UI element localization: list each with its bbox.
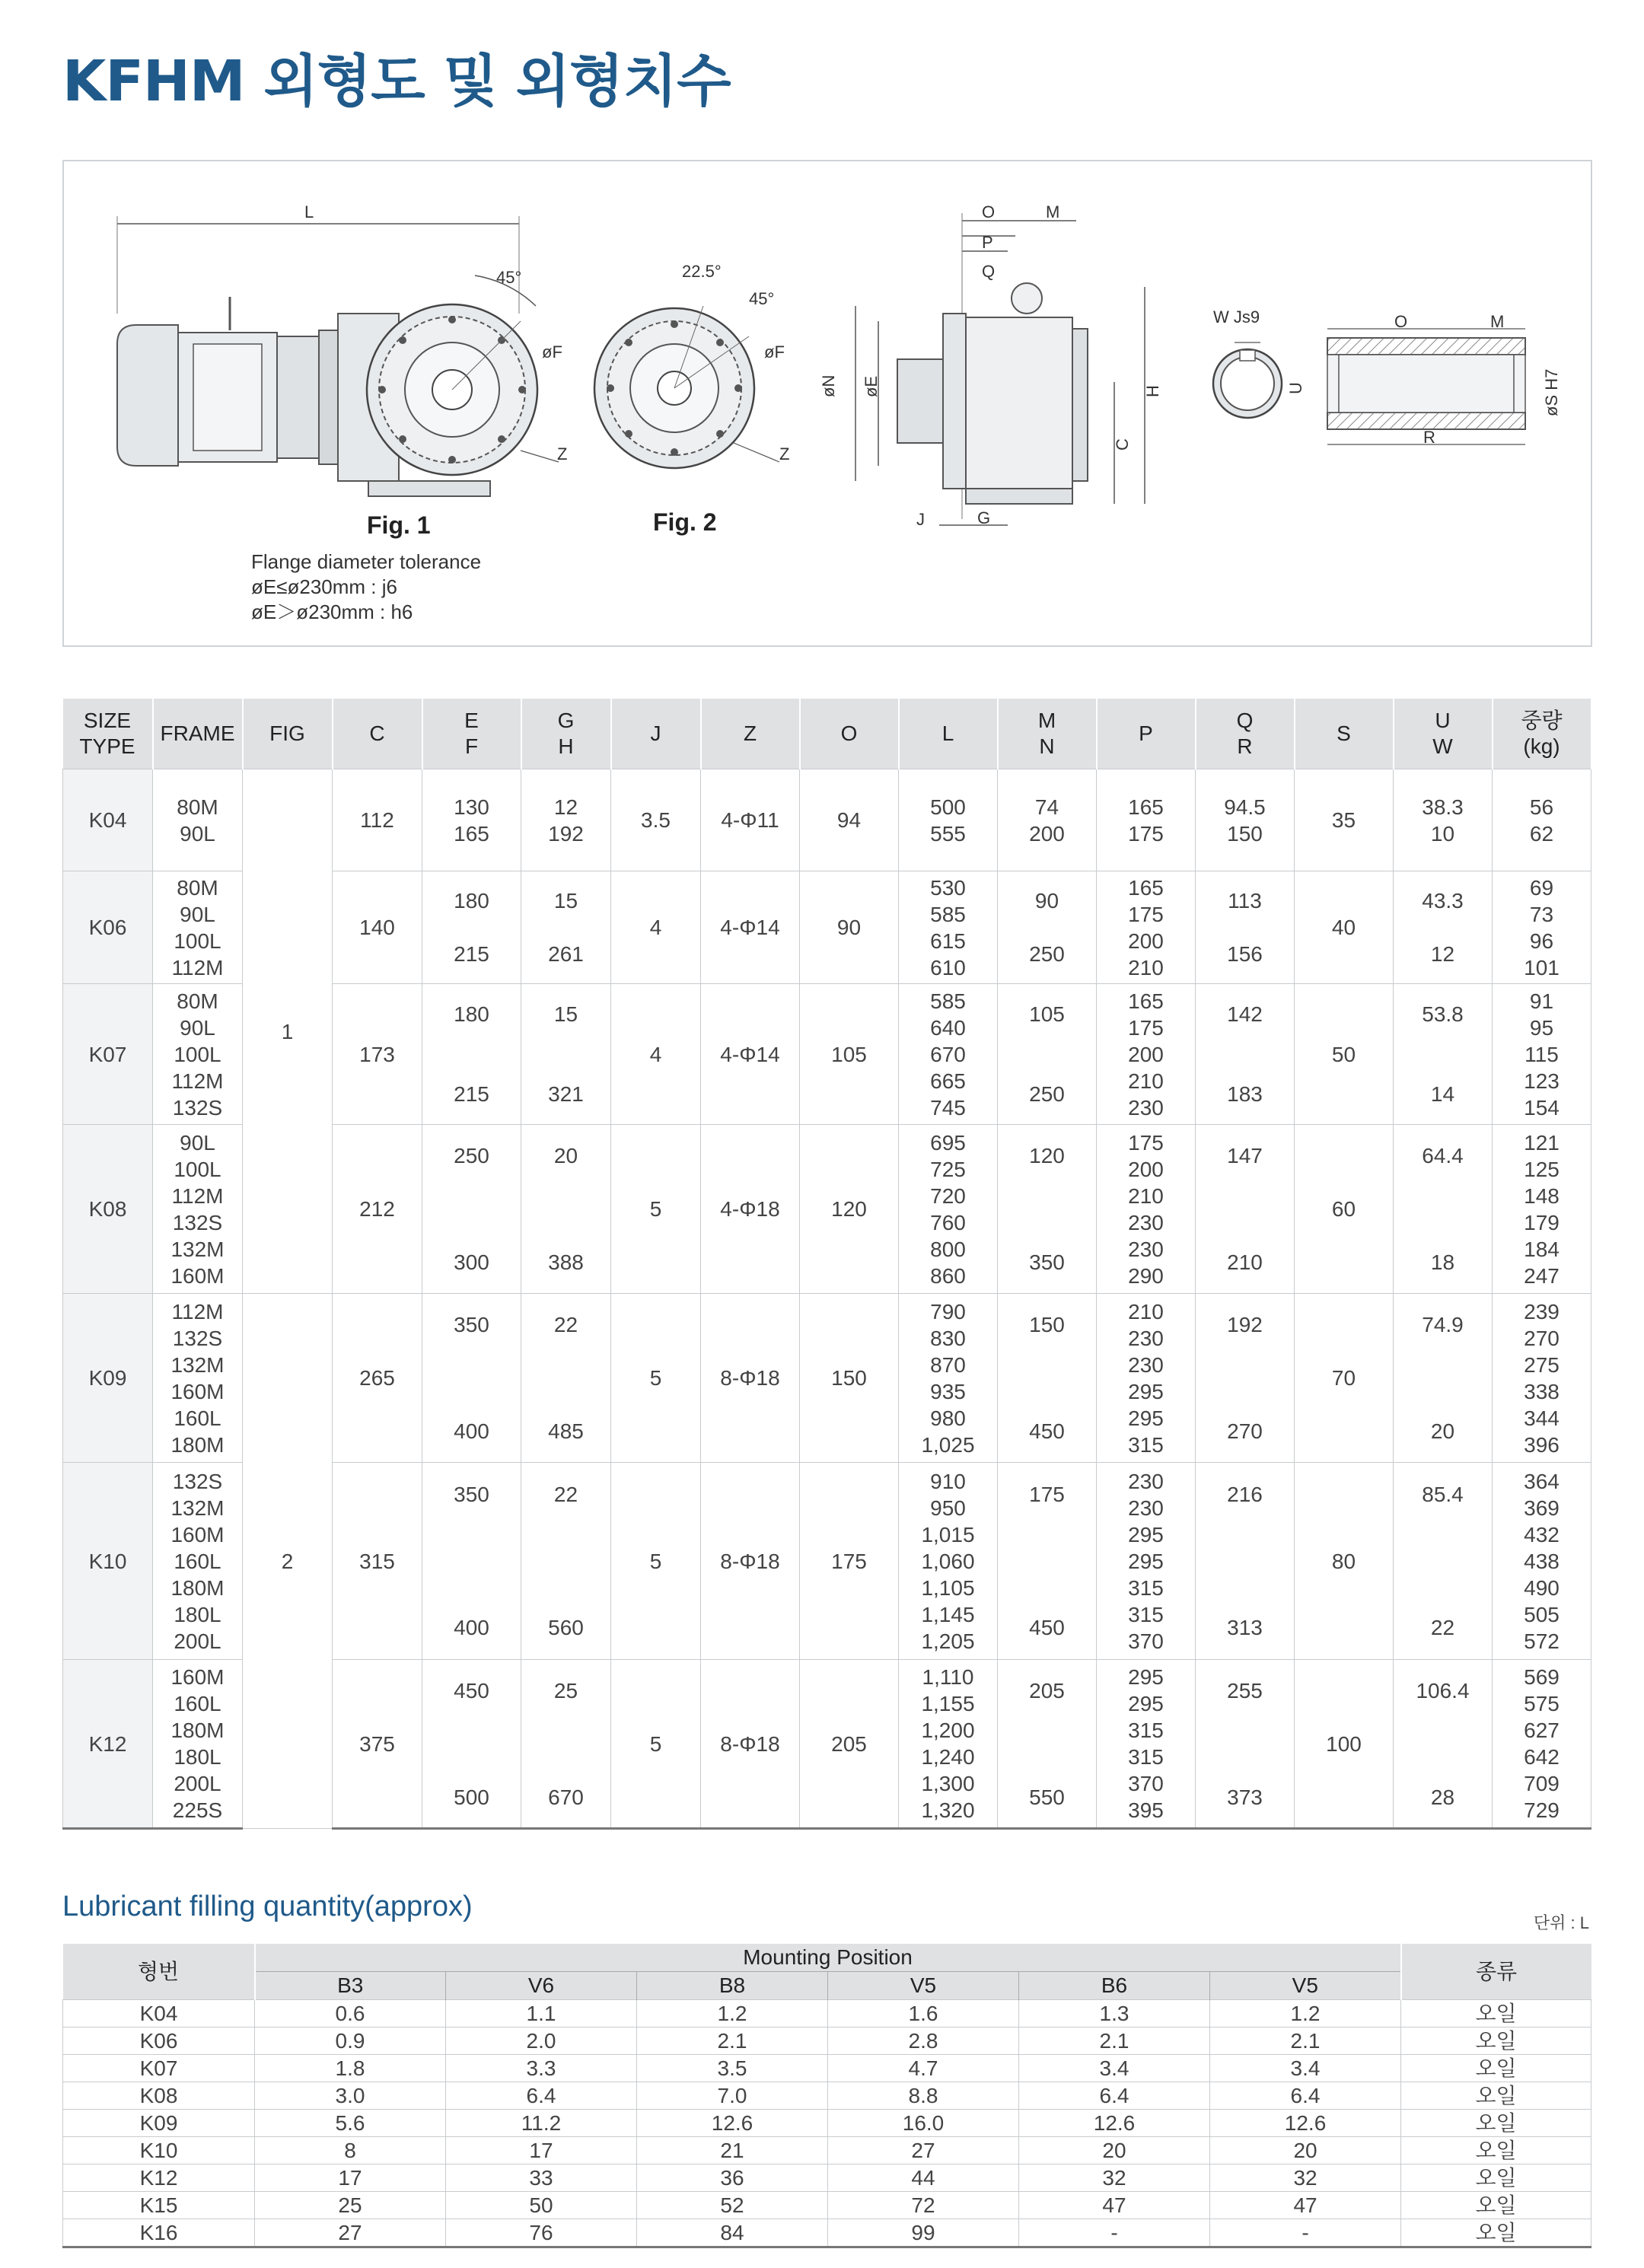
frame-cell: 132S 132M 160M 160L 180M 180L 200L [153,1463,243,1660]
mn-cell: 90 250 [998,871,1097,984]
angle-45-fig2: 45° [749,289,775,308]
lub-position-5: V5 [1210,1972,1401,2000]
header-text: 중량 [1521,709,1563,732]
lub-model-cell: K12 [63,2164,255,2192]
c-cell: 173 [333,984,422,1125]
lub-value-cell: 72 [828,2192,1019,2219]
lub-value-cell: 2.1 [1210,2028,1401,2055]
uw-cell: 38.3 10 [1394,769,1493,871]
mn-cell: 175 450 [998,1463,1097,1660]
angle-22-5: 22.5° [682,262,722,281]
frame-cell: 90L 100L 112M 132S 132M 160M [153,1125,243,1294]
header-col-0 [63,699,153,769]
table-row-K09 [63,1294,1591,1463]
lub-value-cell: 2.1 [1019,2028,1210,2055]
header-text: G [557,709,575,732]
header-text: FIG [269,721,305,745]
dim-W-Js9: W Js9 [1213,307,1260,327]
size-cell: K07 [63,984,153,1125]
s-cell: 35 [1295,769,1394,871]
gh-cell: 20 388 [521,1125,611,1294]
lub-value-cell: 84 [637,2219,828,2247]
lub-value-cell: 7.0 [637,2082,828,2110]
tolerance-line-2: øE≤ø230mm : j6 [251,575,397,598]
lub-model-cell: K08 [63,2082,255,2110]
dim-O-shaft: O [1394,312,1408,331]
lub-position-4: B6 [1019,1972,1210,2000]
lub-value-cell: 3.4 [1210,2055,1401,2082]
qr-cell: 147 210 [1196,1125,1295,1294]
qr-cell: 192 270 [1196,1294,1295,1463]
j-cell: 3.5 [611,769,701,871]
kg-cell: 91 95 115 123 154 [1493,984,1591,1125]
lub-value-cell: 76 [446,2219,637,2247]
lub-value-cell: 0.9 [255,2028,446,2055]
uw-cell: 64.4 18 [1394,1125,1493,1294]
lub-value-cell: 17 [255,2164,446,2192]
lub-value-cell: 1.3 [1019,2000,1210,2028]
p-cell: 165 175 200 210 230 [1097,984,1196,1125]
lub-type-cell: 오일 [1401,2082,1591,2110]
uw-cell: 43.3 12 [1394,871,1493,984]
qr-cell: 255 373 [1196,1660,1295,1829]
dim-H: H [1143,385,1162,397]
lub-value-cell: 27 [255,2219,446,2247]
j-cell: 5 [611,1463,701,1660]
z-cell: 4-Φ14 [701,871,800,984]
lub-value-cell: 1.2 [637,2000,828,2028]
lub-row-K10 [63,2137,1591,2164]
dim-M-shaft: M [1490,312,1505,331]
l-cell: 530 585 615 610 [899,871,998,984]
uw-cell: 74.9 20 [1394,1294,1493,1463]
lub-value-cell: 33 [446,2164,637,2192]
lubricant-table [62,1944,1591,2248]
size-cell: K04 [63,769,153,871]
mn-cell: 105 250 [998,984,1097,1125]
c-cell: 375 [333,1660,422,1829]
lub-row-K06 [63,2028,1591,2055]
kg-cell: 569 575 627 642 709 729 [1493,1660,1591,1829]
dim-L: L [304,202,314,221]
page-title: KFHM 외형도 및 외형치수 [62,49,731,114]
kg-cell: 69 73 96 101 [1493,871,1591,984]
j-cell: 5 [611,1125,701,1294]
lub-position-1: V6 [446,1972,637,2000]
gh-cell: 25 670 [521,1660,611,1829]
header-col-3 [333,699,422,769]
header-col-15 [1493,699,1591,769]
size-cell: K06 [63,871,153,984]
lub-value-cell: 20 [1019,2137,1210,2164]
fig-cell: 2 [243,1294,333,1829]
l-cell: 910 950 1,015 1,060 1,105 1,145 1,205 [899,1463,998,1660]
header-text: N [1039,734,1055,758]
header-col-5 [521,699,611,769]
lub-value-cell: 11.2 [446,2110,637,2137]
o-cell: 150 [800,1294,899,1463]
lub-type-cell: 오일 [1401,2055,1591,2082]
dim-phiE: øE [862,375,881,397]
lub-type-cell: 오일 [1401,2000,1591,2028]
header-col-6 [611,699,701,769]
frame-cell: 112M 132S 132M 160M 160L 180M [153,1294,243,1463]
lub-position-2: B8 [637,1972,828,2000]
fig2-drawing [594,262,789,468]
header-text: (kg) [1523,734,1560,758]
l-cell: 790 830 870 935 980 1,025 [899,1294,998,1463]
lub-value-cell: 5.6 [255,2110,446,2137]
kg-cell: 56 62 [1493,769,1591,871]
lub-value-cell: 0.6 [255,2000,446,2028]
dim-phiF-fig2: øF [764,342,785,362]
uw-cell: 85.4 22 [1394,1463,1493,1660]
qr-cell: 216 313 [1196,1463,1295,1660]
kg-cell: 121 125 148 179 184 247 [1493,1125,1591,1294]
header-col-7 [701,699,800,769]
qr-cell: 113 156 [1196,871,1295,984]
dim-P: P [982,233,993,252]
lub-type-cell: 오일 [1401,2028,1591,2055]
lubricant-title: Lubricant filling quantity(approx) [62,1891,473,1922]
o-cell: 120 [800,1125,899,1294]
dimension-table [62,699,1592,1830]
frame-cell: 160M 160L 180M 180L 200L 225S [153,1660,243,1829]
dim-O: O [982,202,996,221]
mn-cell: 120 350 [998,1125,1097,1294]
z-cell: 8-Φ18 [701,1660,800,1829]
frame-cell: 80M 90L 100L 112M 132S [153,984,243,1125]
header-col-1 [153,699,243,769]
dim-U: U [1286,382,1305,394]
lub-value-cell: 12.6 [1019,2110,1210,2137]
l-cell: 1,110 1,155 1,200 1,240 1,300 1,320 [899,1660,998,1829]
gh-cell: 22 485 [521,1294,611,1463]
mn-cell: 205 550 [998,1660,1097,1829]
uw-cell: 53.8 14 [1394,984,1493,1125]
mn-cell: 74 200 [998,769,1097,871]
lub-model-cell: K10 [63,2137,255,2164]
header-text: U [1435,709,1451,732]
dim-phiF-fig1: øF [542,342,562,362]
s-cell: 80 [1295,1463,1394,1660]
lub-value-cell: 25 [255,2192,446,2219]
lub-model-cell: K16 [63,2219,255,2247]
o-cell: 175 [800,1463,899,1660]
c-cell: 212 [333,1125,422,1294]
c-cell: 315 [333,1463,422,1660]
header-text: P [1139,721,1153,745]
lub-row-K09 [63,2110,1591,2137]
s-cell: 70 [1295,1294,1394,1463]
c-cell: 112 [333,769,422,871]
j-cell: 5 [611,1660,701,1829]
size-cell: K09 [63,1294,153,1463]
header-text: S [1337,721,1351,745]
lub-value-cell: - [1210,2219,1401,2247]
frame-cell: 80M 90L 100L 112M [153,871,243,984]
s-cell: 100 [1295,1660,1394,1829]
ef-cell: 180 215 [422,984,521,1125]
side-view-drawing [819,202,1162,529]
lub-value-cell: 2.8 [828,2028,1019,2055]
lub-value-cell: 36 [637,2164,828,2192]
dim-C: C [1113,438,1132,451]
c-cell: 265 [333,1294,422,1463]
header-col-14 [1394,699,1493,769]
tolerance-line-3: øE＞ø230mm : h6 [251,600,413,623]
gh-cell: 12 192 [521,769,611,871]
dim-M: M [1046,202,1060,221]
header-text: H [558,734,574,758]
header-text: FRAME [160,721,235,745]
lub-value-cell: 3.3 [446,2055,637,2082]
ef-cell: 350 400 [422,1294,521,1463]
lub-value-cell: 50 [446,2192,637,2219]
header-text: Q [1236,709,1254,732]
p-cell: 165 175 [1097,769,1196,871]
p-cell: 175 200 210 230 230 290 [1097,1125,1196,1294]
lub-value-cell: 27 [828,2137,1019,2164]
table-row-K04 [63,769,1591,871]
ef-cell: 250 300 [422,1125,521,1294]
tolerance-note [251,549,481,625]
z-cell: 8-Φ18 [701,1463,800,1660]
lub-value-cell: 12.6 [637,2110,828,2137]
qr-cell: 142 183 [1196,984,1295,1125]
uw-cell: 106.4 28 [1394,1660,1493,1829]
angle-45-fig1: 45° [496,268,522,287]
header-col-12 [1196,699,1295,769]
dim-J: J [916,510,925,529]
l-cell: 585 640 670 665 745 [899,984,998,1125]
header-text: O [840,721,858,745]
lub-value-cell: 17 [446,2137,637,2164]
dim-R: R [1423,428,1435,447]
header-col-13 [1295,699,1394,769]
frame-cell: 80M 90L [153,769,243,871]
dim-Z-fig1: Z [557,444,568,463]
lub-value-cell: 2.0 [446,2028,637,2055]
lub-model-cell: K06 [63,2028,255,2055]
lub-value-cell: 4.7 [828,2055,1019,2082]
dim-phiS: øS H7 [1542,368,1561,416]
c-cell: 140 [333,871,422,984]
lub-value-cell: 8.8 [828,2082,1019,2110]
lub-row-K04 [63,2000,1591,2028]
mn-cell: 150 450 [998,1294,1097,1463]
o-cell: 90 [800,871,899,984]
z-cell: 4-Φ18 [701,1125,800,1294]
header-col-4 [422,699,521,769]
shaft-key-drawing [1213,307,1305,418]
gh-cell: 22 560 [521,1463,611,1660]
header-text: Z [743,721,757,745]
header-col-8 [800,699,899,769]
o-cell: 94 [800,769,899,871]
lub-value-cell: 3.0 [255,2082,446,2110]
lub-model-cell: K15 [63,2192,255,2219]
lub-value-cell: - [1019,2219,1210,2247]
lub-value-cell: 6.4 [1019,2082,1210,2110]
gh-cell: 15 321 [521,984,611,1125]
p-cell: 165 175 200 210 [1097,871,1196,984]
header-text: C [369,721,385,745]
lub-value-cell: 3.5 [637,2055,828,2082]
lub-value-cell: 99 [828,2219,1019,2247]
lub-type-cell: 오일 [1401,2110,1591,2137]
lub-type-cell: 오일 [1401,2192,1591,2219]
header-col-2 [243,699,333,769]
p-cell: 230 230 295 295 315 315 370 [1097,1463,1196,1660]
lub-value-cell: 1.1 [446,2000,637,2028]
lub-value-cell: 32 [1210,2164,1401,2192]
lub-value-cell: 21 [637,2137,828,2164]
header-text: F [464,734,479,758]
gh-cell: 15 261 [521,871,611,984]
lub-position-0: B3 [255,1972,446,2000]
z-cell: 4-Φ11 [701,769,800,871]
j-cell: 5 [611,1294,701,1463]
lub-row-K16 [63,2219,1591,2247]
l-cell: 500 555 [899,769,998,871]
lub-header-type: 종류 [1401,1944,1591,2000]
lub-header-model: 형번 [63,1944,255,2000]
lub-model-cell: K09 [63,2110,255,2137]
size-cell: K08 [63,1125,153,1294]
header-text: J [650,721,661,745]
dim-G: G [977,508,991,527]
lub-value-cell: 12.6 [1210,2110,1401,2137]
lub-model-cell: K07 [63,2055,255,2082]
ef-cell: 350 400 [422,1463,521,1660]
lub-row-K15 [63,2192,1591,2219]
s-cell: 50 [1295,984,1394,1125]
header-text: L [941,721,954,745]
header-col-10 [998,699,1097,769]
l-cell: 695 725 720 760 800 860 [899,1125,998,1294]
lub-value-cell: 8 [255,2137,446,2164]
fig1-label: Fig. 1 [367,511,431,539]
lub-value-cell: 1.8 [255,2055,446,2082]
j-cell: 4 [611,984,701,1125]
lub-position-3: V5 [828,1972,1019,2000]
lub-value-cell: 1.6 [828,2000,1019,2028]
fig1-drawing [117,202,567,496]
hollow-shaft-drawing [1327,312,1561,447]
header-text: W [1432,734,1453,758]
o-cell: 105 [800,984,899,1125]
lub-row-K08 [63,2082,1591,2110]
dim-phiN: øN [819,374,838,397]
outline-drawing [62,160,1592,647]
kg-cell: 239 270 275 338 344 396 [1493,1294,1591,1463]
ef-cell: 450 500 [422,1660,521,1829]
fig2-label: Fig. 2 [653,508,717,536]
lub-value-cell: 16.0 [828,2110,1019,2137]
lub-value-cell: 2.1 [637,2028,828,2055]
header-text: E [464,709,479,732]
size-cell: K12 [63,1660,153,1829]
lub-value-cell: 20 [1210,2137,1401,2164]
lub-type-cell: 오일 [1401,2137,1591,2164]
unit-label: 단위 : L [1533,1913,1589,1932]
header-col-11 [1097,699,1196,769]
dim-Z-fig2: Z [779,444,790,463]
lub-row-K12 [63,2164,1591,2192]
j-cell: 4 [611,871,701,984]
lub-row-K07 [63,2055,1591,2082]
lub-type-cell: 오일 [1401,2219,1591,2247]
ef-cell: 130 165 [422,769,521,871]
tolerance-line-1: Flange diameter tolerance [251,550,482,573]
lub-value-cell: 1.2 [1210,2000,1401,2028]
ef-cell: 180 215 [422,871,521,984]
lub-header-mounting: Mounting Position [255,1944,1401,1972]
header-col-9 [899,699,998,769]
lub-value-cell: 44 [828,2164,1019,2192]
z-cell: 4-Φ14 [701,984,800,1125]
o-cell: 205 [800,1660,899,1829]
s-cell: 60 [1295,1125,1394,1294]
lub-value-cell: 47 [1019,2192,1210,2219]
lub-value-cell: 3.4 [1019,2055,1210,2082]
lub-value-cell: 6.4 [1210,2082,1401,2110]
header-text: M [1037,709,1056,732]
lub-value-cell: 47 [1210,2192,1401,2219]
lub-model-cell: K04 [63,2000,255,2028]
z-cell: 8-Φ18 [701,1294,800,1463]
lub-value-cell: 32 [1019,2164,1210,2192]
dim-Q: Q [982,262,996,281]
kg-cell: 364 369 432 438 490 505 572 [1493,1463,1591,1660]
header-text: SIZE [83,709,132,732]
p-cell: 210 230 230 295 295 315 [1097,1294,1196,1463]
lub-value-cell: 6.4 [446,2082,637,2110]
p-cell: 295 295 315 315 370 395 [1097,1660,1196,1829]
s-cell: 40 [1295,871,1394,984]
fig-cell: 1 [243,769,333,1294]
lub-value-cell: 52 [637,2192,828,2219]
size-cell: K10 [63,1463,153,1660]
lub-type-cell: 오일 [1401,2164,1591,2192]
header-text: R [1237,734,1253,758]
header-text: TYPE [79,734,135,758]
qr-cell: 94.5 150 [1196,769,1295,871]
